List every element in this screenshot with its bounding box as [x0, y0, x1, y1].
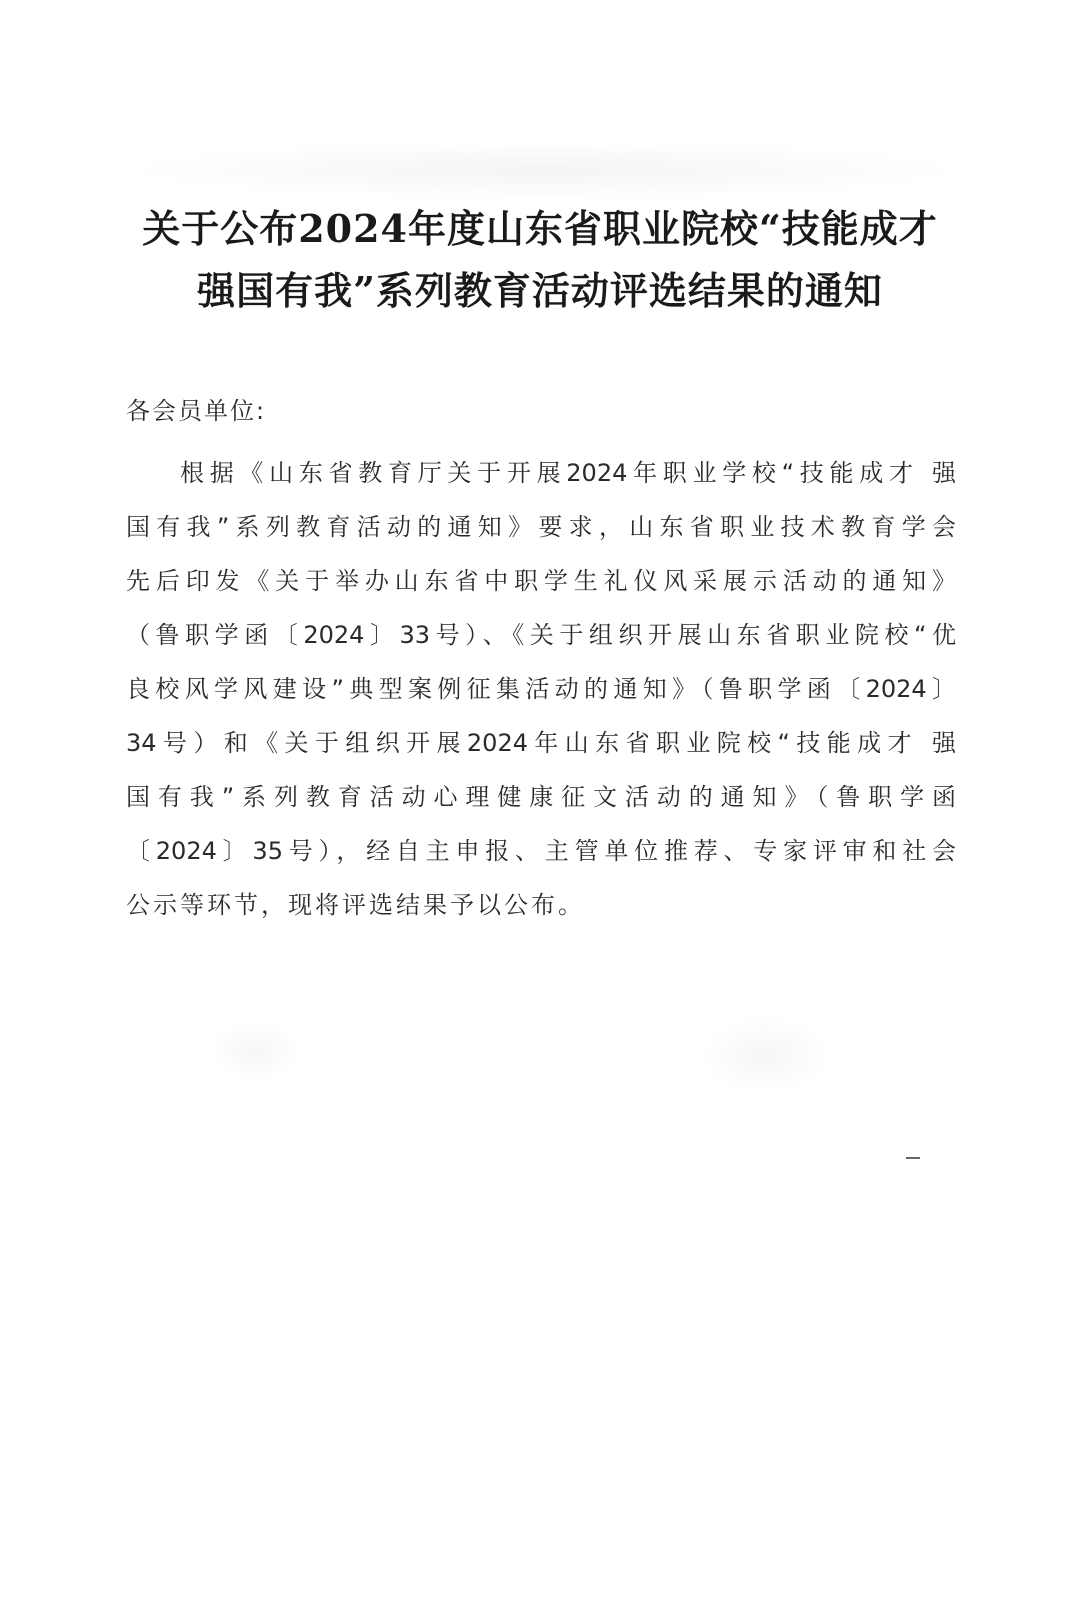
body-line: 34号）和《关于组织开展2024年山东省职业院校“技能成才 强	[126, 729, 956, 757]
document-title	[0, 198, 1080, 322]
salutation: 各会员单位:	[126, 397, 267, 425]
scan-shadow	[120, 140, 970, 200]
page-edge-mark	[906, 1157, 920, 1159]
body-line: 公示等环节，现将评选结果予以公布。	[126, 891, 585, 919]
body-line: 国有我”系列教育活动心理健康征文活动的通知》（鲁职学函	[126, 783, 956, 811]
body-line: 先后印发《关于举办山东省中职学生礼仪风采展示活动的通知》	[126, 567, 956, 595]
title-line-2: 强国有我”系列教育活动评选结果的通知	[197, 268, 883, 313]
body-line: 〔2024〕35号），经自主申报、主管单位推荐、专家评审和社会	[126, 837, 956, 865]
body-line: 国有我”系列教育活动的通知》要求，山东省职业技术教育学会	[126, 513, 956, 541]
scan-smudge	[700, 1015, 830, 1095]
body-line: （鲁职学函〔2024〕33号）、《关于组织开展山东省职业院校“优	[126, 621, 956, 649]
body-line: 良校风学风建设”典型案例征集活动的通知》（鲁职学函〔2024〕	[126, 675, 956, 703]
body-paragraph	[126, 446, 956, 932]
scan-smudge	[210, 1020, 300, 1080]
body-line: 根据《山东省教育厅关于开展2024年职业学校“技能成才 强	[180, 459, 956, 487]
title-line-1: 关于公布2024年度山东省职业院校“技能成才	[142, 206, 938, 251]
